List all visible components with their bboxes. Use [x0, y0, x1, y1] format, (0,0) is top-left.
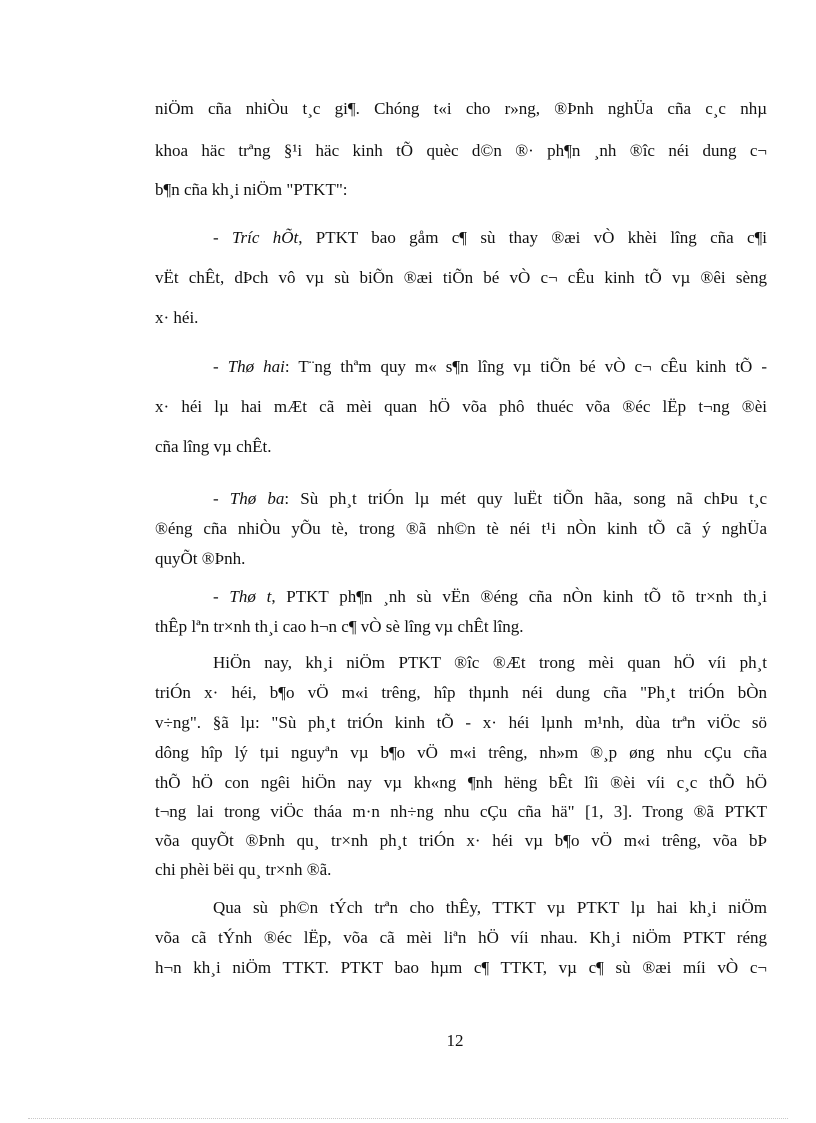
- text-line: triÓn x· héi, b¶o vÖ m«i trêng, hîp thµnh néi dung cña "Ph¸t triÓn bÒn: [155, 683, 767, 702]
- item-label: Thø t: [229, 587, 272, 606]
- text-line: chi phèi bëi qu¸ tr×nh ®ã.: [155, 860, 332, 879]
- text-line: thÊp lªn tr×nh th¸i cao h¬n c¶ vÒ sè lîng vµ chÊt lîng.: [155, 617, 524, 636]
- text-line: ®éng cña nhiÒu yÕu tè, trong ®ã nh©n tè néi t¹i nÒn kinh tÕ cã ý nghÜa: [155, 519, 767, 538]
- text-line: HiÖn nay, kh¸i niÖm PTKT ®îc ®Æt trong mèi quan hÖ víi ph¸t: [213, 653, 767, 672]
- item-label: Thø ba: [229, 489, 285, 508]
- text-line: : T¨ng thªm quy m« s¶n lîng vµ tiÕn bé vÒ c¬ cÊu kinh tÕ -: [284, 357, 767, 376]
- text-line: cña lîng vµ chÊt.: [155, 437, 272, 456]
- text-line: x· héi.: [155, 308, 199, 327]
- item-label: Thø hai: [227, 357, 285, 376]
- page-bottom-divider: [28, 1118, 788, 1119]
- text-line: niÖm cña nhiÒu t¸c gi¶. Chóng t«i cho r»ng, ®Þnh nghÜa cña c¸c nhµ: [155, 99, 767, 118]
- list-item-second: - Thø hai: T¨ng thªm quy m« s¶n lîng vµ tiÕn bé vÒ c¬ cÊu kinh tÕ -: [213, 357, 767, 376]
- page-number: 12: [446, 1031, 464, 1050]
- text-line: thÕ hÖ con ngêi hiÖn nay vµ kh«ng ¶nh hëng bÊt lîi ®èi víi c¸c thÕ hÖ: [155, 773, 767, 792]
- text-line: Qua sù ph©n tÝch trªn cho thÊy, TTKT vµ PTKT lµ hai kh¸i niÖm: [213, 898, 767, 917]
- text-line: t¬ng lai trong viÖc tháa m·n nh÷ng nhu cÇu cña hä" [1, 3]. Trong ®ã PTKT: [155, 802, 767, 821]
- text-line: dông hîp lý tµi nguyªn vµ b¶o vÖ m«i trêng, nh»m ®¸p øng nhu cÇu cña: [155, 743, 767, 762]
- text-line: : Sù ph¸t triÓn lµ mét quy luËt tiÕn hãa, song nã chÞu t¸c: [284, 489, 767, 508]
- text-line: x· héi lµ hai mÆt cã mèi quan hÖ võa phô thuéc võa ®éc lËp t¬ng ®èi: [155, 397, 767, 416]
- text-line: khoa häc trªng §¹i häc kinh tÕ quèc d©n ®· ph¶n ¸nh ®îc néi dung c¬: [155, 141, 767, 160]
- item-label: Tríc hÕt: [231, 228, 299, 247]
- text-line: quyÕt ®Þnh.: [155, 549, 246, 568]
- text-line: võa cã tÝnh ®éc lËp, võa cã mèi liªn hÖ víi nhau. Kh¸i niÖm PTKT réng: [155, 928, 767, 947]
- text-line: , PTKT bao gåm c¶ sù thay ®æi vÒ khèi lîng cña c¶i: [298, 228, 767, 247]
- text-line: h¬n kh¸i niÖm TTKT. PTKT bao hµm c¶ TTKT, vµ c¶ sù ®æi míi vÒ c¬: [155, 958, 767, 977]
- list-item-fourth: - Thø t, PTKT ph¶n ¸nh sù vËn ®éng cña nÒn kinh tÕ tõ tr×nh th¸i: [213, 587, 767, 606]
- list-item-third: - Thø ba: Sù ph¸t triÓn lµ mét quy luËt tiÕn hãa, song nã chÞu t¸c: [213, 489, 767, 508]
- text-line: vËt chÊt, dÞch vô vµ sù biÕn ®æi tiÕn bé vÒ c¬ cÊu kinh tÕ vµ ®êi sèng: [155, 268, 767, 287]
- text-line: v÷ng". §ã lµ: "Sù ph¸t triÓn kinh tÕ - x· héi lµnh m¹nh, dùa trªn viÖc sö: [155, 713, 767, 732]
- text-line: , PTKT ph¶n ¸nh sù vËn ®éng cña nÒn kinh tÕ tõ tr×nh th¸i: [271, 587, 767, 606]
- list-item-first: - Tríc hÕt, PTKT bao gåm c¶ sù thay ®æi vÒ khèi lîng cña c¶i: [213, 228, 767, 247]
- text-line: b¶n cña kh¸i niÖm "PTKT":: [155, 180, 348, 199]
- text-line: võa quyÕt ®Þnh qu¸ tr×nh ph¸t triÓn x· héi vµ b¶o vÖ m«i trêng, võa bÞ: [155, 831, 767, 850]
